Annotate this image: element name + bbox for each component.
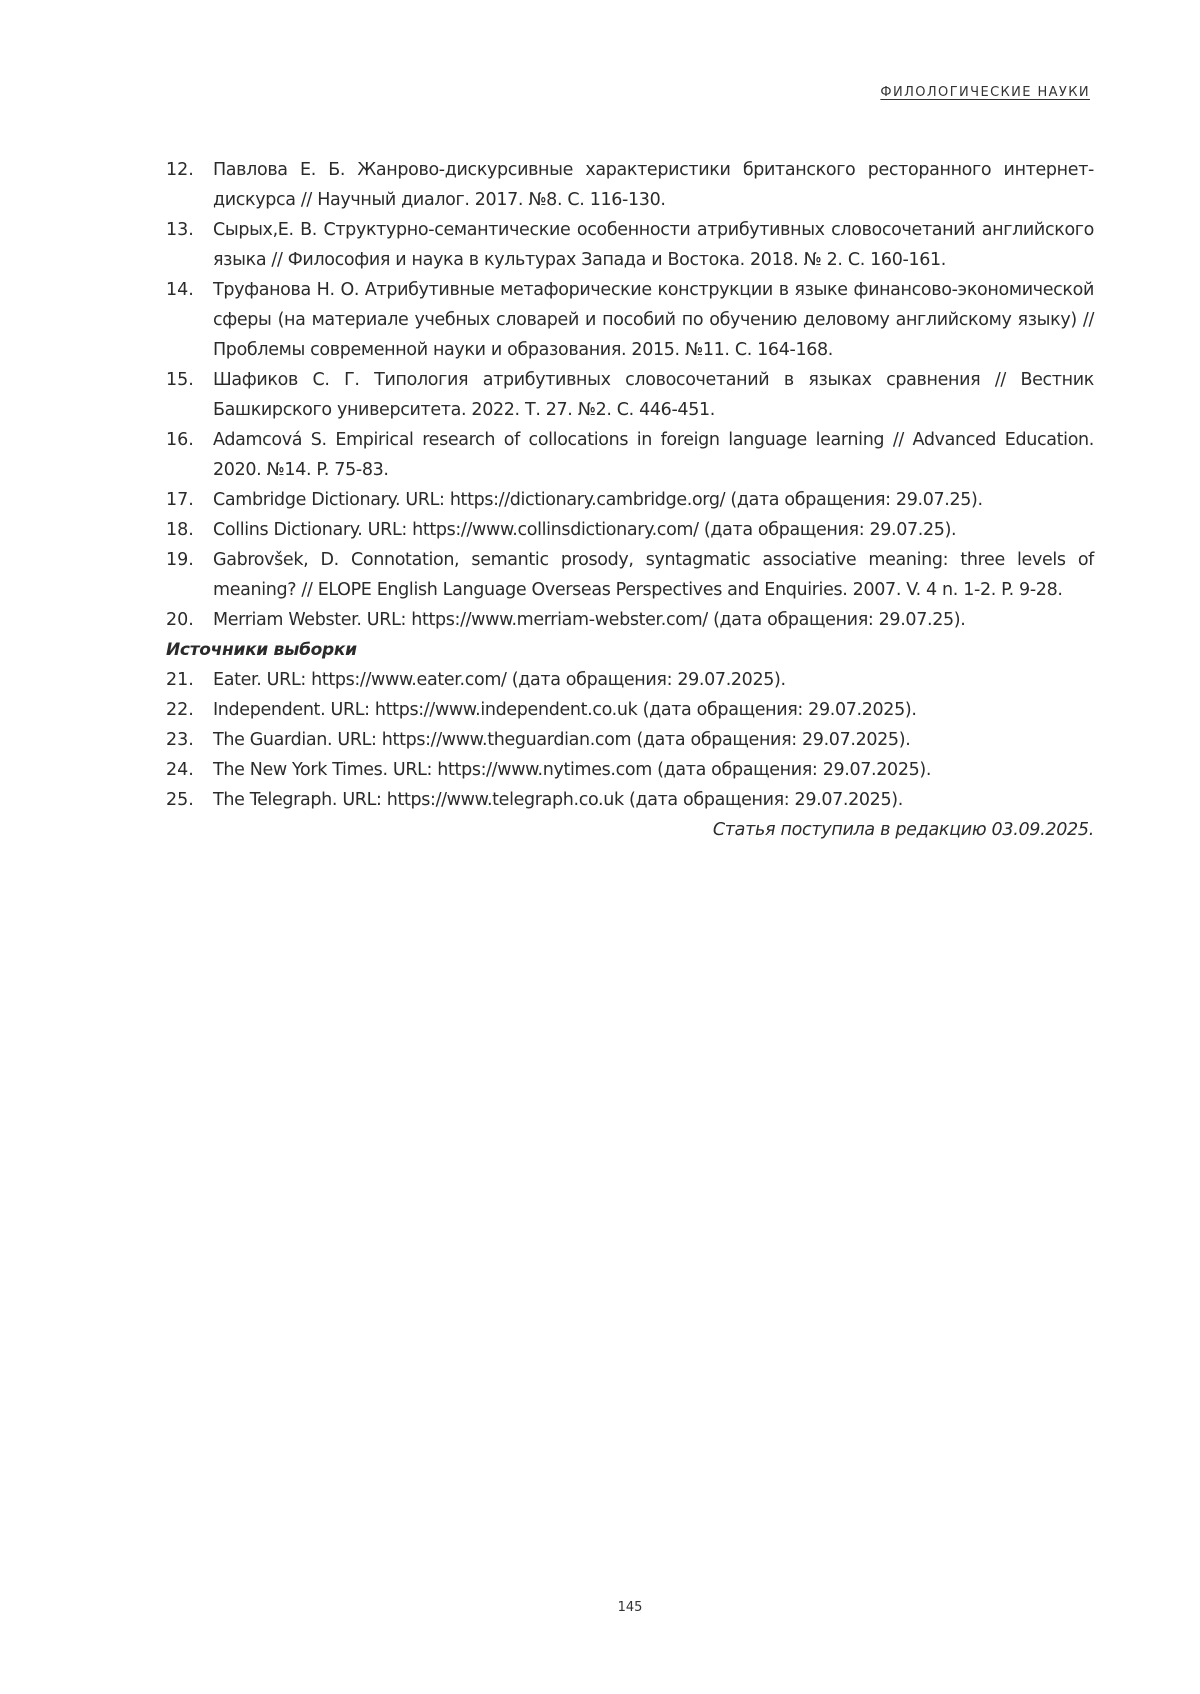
reference-text: Gabrovšek, D. Connotation, semantic prosody, syntagmatic associative meaning: three levels of meaning? // ELOPE English Language Overseas Perspectives and Enquiries. 2007. V. 4 n. 1-2. P. 9-28. xyxy=(213,550,1094,600)
reference-item xyxy=(166,215,1094,275)
source-item xyxy=(166,755,1094,785)
reference-text: Труфанова Н. О. Атрибутивные метафорические конструкции в языке финансово-экономической сферы (на материале учебных словарей и пособий по обучению деловому английскому языку) // Проблемы современной науки и образования. 2015. №11. С. 164-168. xyxy=(213,280,1094,360)
reference-number: 16. xyxy=(166,430,194,450)
reference-list xyxy=(166,155,1094,845)
source-item xyxy=(166,665,1094,695)
source-text: Independent. URL: https://www.independent.co.uk (дата обращения: 29.07.2025). xyxy=(213,700,917,720)
reference-number: 19. xyxy=(166,550,194,570)
reference-item xyxy=(166,485,1094,515)
reference-item xyxy=(166,605,1094,635)
reference-text: Adamcová S. Empirical research of collocations in foreign language learning // Advanced Education. 2020. №14. P. 75-83. xyxy=(213,430,1094,480)
source-text: The New York Times. URL: https://www.nytimes.com (дата обращения: 29.07.2025). xyxy=(213,760,932,780)
reference-item xyxy=(166,545,1094,605)
received-date-note: Статья поступила в редакцию 03.09.2025. xyxy=(712,820,1094,840)
reference-number: 17. xyxy=(166,490,194,510)
reference-number: 13. xyxy=(166,220,194,240)
source-text: Eater. URL: https://www.eater.com/ (дата обращения: 29.07.2025). xyxy=(213,670,786,690)
reference-number: 18. xyxy=(166,520,194,540)
source-item xyxy=(166,695,1094,725)
reference-text: Merriam Webster. URL: https://www.merriam-webster.com/ (дата обращения: 29.07.25). xyxy=(213,610,966,630)
reference-text: Collins Dictionary. URL: https://www.collinsdictionary.com/ (дата обращения: 29.07.25). xyxy=(213,520,957,540)
running-header: ФИЛОЛОГИЧЕСКИЕ НАУКИ xyxy=(880,85,1090,100)
source-number: 21. xyxy=(166,670,194,690)
reference-item xyxy=(166,275,1094,365)
reference-number: 15. xyxy=(166,370,194,390)
reference-text: Cambridge Dictionary. URL: https://dictionary.cambridge.org/ (дата обращения: 29.07.25). xyxy=(213,490,983,510)
source-number: 25. xyxy=(166,790,194,810)
source-item xyxy=(166,725,1094,755)
reference-text: Шафиков С. Г. Типология атрибутивных словосочетаний в языках сравнения // Вестник Башкирского университета. 2022. Т. 27. №2. С. 446-451. xyxy=(213,370,1094,420)
source-number: 22. xyxy=(166,700,194,720)
reference-item xyxy=(166,155,1094,215)
reference-number: 20. xyxy=(166,610,194,630)
reference-text: Сырых,Е. В. Структурно-семантические особенности атрибутивных словосочетаний английского языка // Философия и наука в культурах Запада и Востока. 2018. № 2. С. 160-161. xyxy=(213,220,1094,270)
source-number: 24. xyxy=(166,760,194,780)
reference-number: 12. xyxy=(166,160,194,180)
reference-item xyxy=(166,425,1094,485)
reference-number: 14. xyxy=(166,280,194,300)
reference-item xyxy=(166,515,1094,545)
source-text: The Guardian. URL: https://www.theguardian.com (дата обращения: 29.07.2025). xyxy=(213,730,911,750)
reference-text: Павлова Е. Б. Жанрово-дискурсивные характеристики британского ресторанного интернет-дискурса // Научный диалог. 2017. №8. С. 116-130. xyxy=(213,160,1094,210)
page-number: 145 xyxy=(617,1600,643,1615)
source-item xyxy=(166,785,1094,815)
sources-section-title: Источники выборки xyxy=(166,640,357,660)
source-text: The Telegraph. URL: https://www.telegraph.co.uk (дата обращения: 29.07.2025). xyxy=(213,790,903,810)
source-number: 23. xyxy=(166,730,194,750)
reference-item xyxy=(166,365,1094,425)
